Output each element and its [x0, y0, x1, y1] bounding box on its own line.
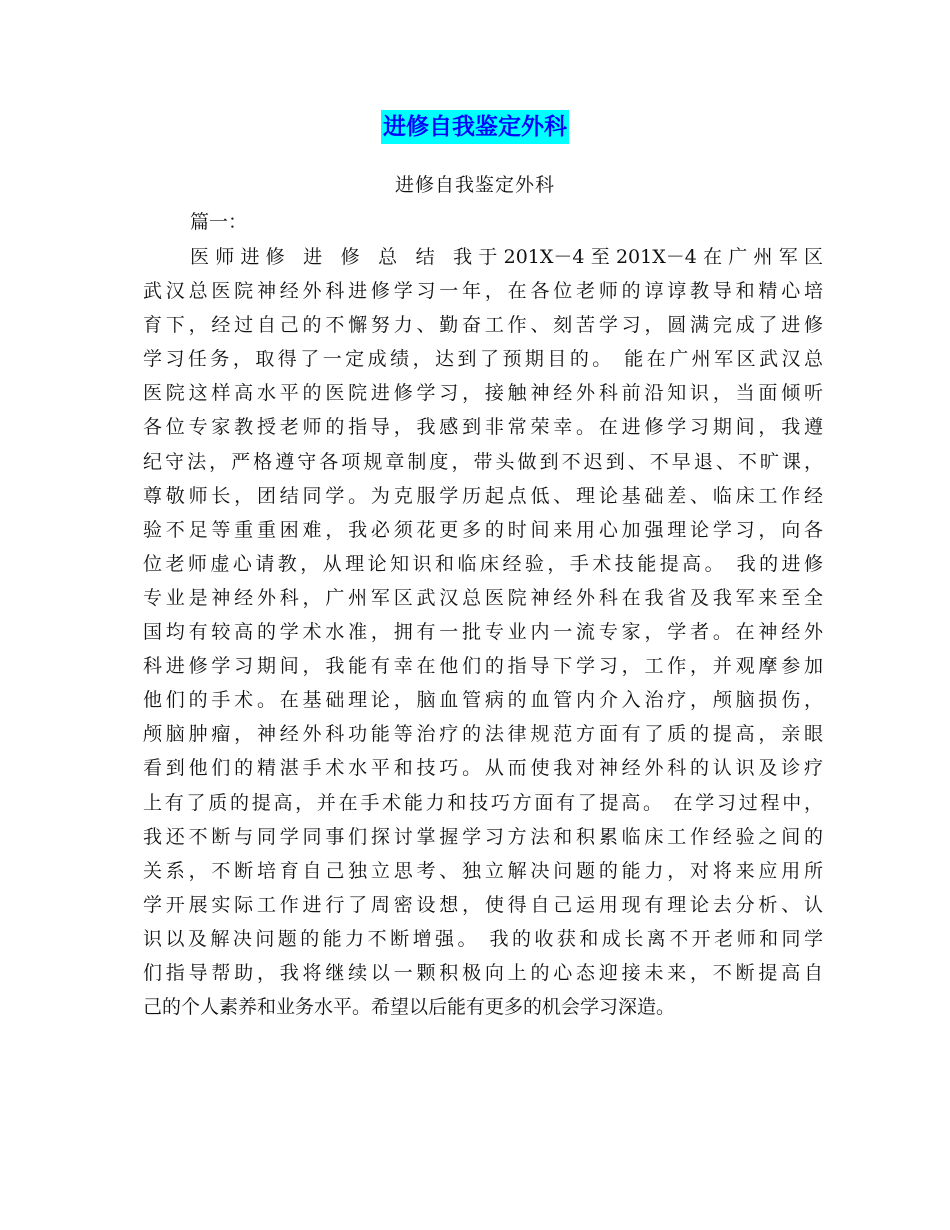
text-line: 上有了质的提高，并在手术能力和技巧方面有了提高。 在学习过程中，: [143, 791, 823, 814]
title-container: [0, 110, 950, 144]
text-line: 我还不断与同学同事们探讨掌握学习方法和积累临床工作经验之间的: [143, 825, 823, 848]
text-line: 颅脑肿瘤，神经外科功能等治疗的法律规范方面有了质的提高，亲眼: [143, 723, 823, 746]
text-line: 尊敬师长，团结同学。为克服学历起点低、理论基础差、临床工作经: [143, 484, 823, 507]
text-line: 看到他们的精湛手术水平和技巧。从而使我对神经外科的认识及诊疗: [143, 757, 823, 780]
document-subtitle: 进修自我鉴定外科: [394, 174, 555, 196]
text-line: 他们的手术。在基础理论，脑血管病的血管内介入治疗，颅脑损伤，: [143, 689, 823, 712]
text-line: 国均有较高的学术水准，拥有一批专业内一流专家，学者。在神经外: [143, 621, 823, 644]
text-line: 武汉总医院神经外科进修学习一年，在各位老师的谆谆教导和精心培: [143, 280, 823, 303]
text-line: 学习任务，取得了一定成绩，达到了预期目的。 能在广州军区武汉总: [143, 348, 823, 371]
document-title: 进修自我鉴定外科: [381, 110, 569, 144]
text-line: 关系，不断培育自己独立思考、独立解决问题的能力，对将来应用所: [143, 859, 823, 882]
text-line: 学开展实际工作进行了周密设想，使得自己运用现有理论去分析、认: [143, 893, 823, 916]
section-label: 篇一：: [190, 211, 248, 233]
text-line: 科进修学习期间，我能有幸在他们的指导下学习，工作，并观摩参加: [143, 655, 823, 678]
text-line: 识以及解决问题的能力不断增强。 我的收获和成长离不开老师和同学: [143, 927, 823, 950]
text-line: 医院这样高水平的医院进修学习，接触神经外科前沿知识，当面倾听: [143, 382, 823, 405]
text-line: 育下，经过自己的不懈努力、勤奋工作、刻苦学习，圆满完成了进修: [143, 314, 823, 337]
text-line: 们指导帮助，我将继续以一颗积极向上的心态迎接未来，不断提高自: [143, 961, 823, 984]
text-line: 各位专家教授老师的指导，我感到非常荣幸。在进修学习期间，我遵: [143, 416, 823, 439]
text-line: 医师进修 进 修 总 结 我于201X－4至201X－4在广州军区: [190, 246, 823, 268]
text-line: 纪守法，严格遵守各项规章制度，带头做到不迟到、不早退、不旷课，: [143, 450, 823, 473]
text-line: 验不足等重重困难，我必须花更多的时间来用心加强理论学习，向各: [143, 518, 823, 541]
text-line: 位老师虚心请教，从理论知识和临床经验，手术技能提高。 我的进修: [143, 552, 823, 575]
body-text: [143, 240, 823, 1024]
text-line: 己的个人素养和业务水平。希望以后能有更多的机会学习深造。: [143, 996, 676, 1019]
text-line: 专业是神经外科，广州军区武汉总医院神经外科在我省及我军来至全: [143, 586, 823, 609]
